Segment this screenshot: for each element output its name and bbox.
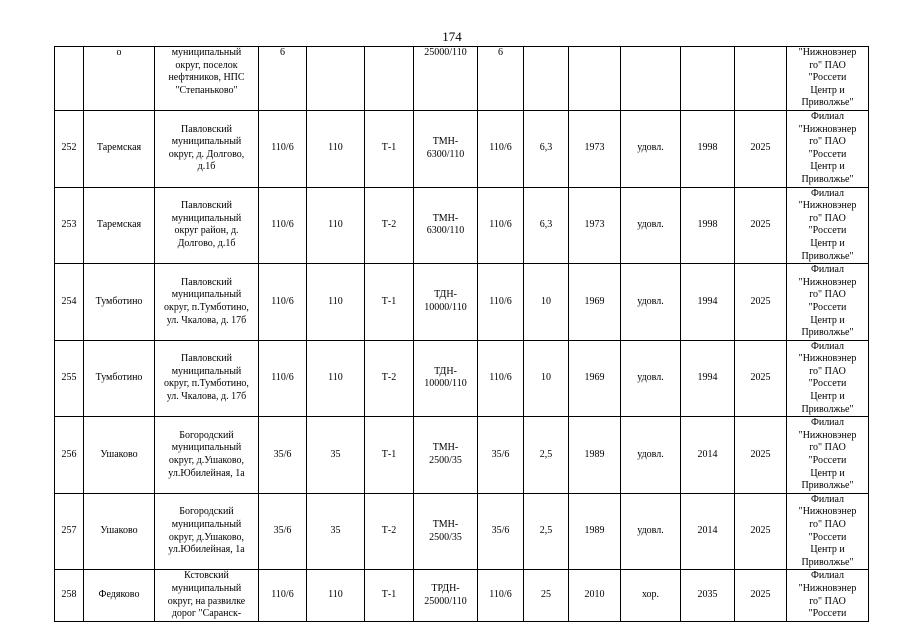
table-row: [55, 417, 869, 494]
cell-year-made: 1969: [569, 264, 621, 341]
cell-location-line: ул.Юбилейная, 1а: [168, 544, 245, 556]
cell-substation-name: Таремская: [84, 187, 155, 264]
page-number: 174: [442, 29, 462, 44]
cell-owner-line: го" ПАО: [809, 136, 846, 148]
cell-owner-line: го" ПАО: [809, 212, 846, 224]
cell-owner-line: "Нижновэнер: [798, 429, 857, 441]
cell-year-replace: [735, 47, 787, 111]
cell-power: [524, 47, 569, 111]
cell-voltage-class: 110/6: [259, 340, 307, 417]
cell-power: 2,5: [524, 493, 569, 570]
cell-voltage-class: 35/6: [259, 417, 307, 494]
cell-transformer-type-line: 10000/110: [424, 378, 467, 390]
cell-location: [155, 570, 259, 621]
cell-location: [155, 340, 259, 417]
cell-owner-line: "Нижновэнер: [798, 123, 857, 135]
cell-owner-line: го" ПАО: [809, 519, 846, 530]
cell-owner-line: Приволжье": [801, 403, 854, 415]
cell-voltage-hv: [307, 47, 365, 111]
cell-owner-line: "Россети: [808, 72, 847, 84]
cell-owner-line: Филиал: [810, 187, 845, 199]
cell-year-made: 1969: [569, 340, 621, 417]
cell-year-made: 1989: [569, 493, 621, 570]
cell-location-line: муниципальный: [171, 365, 242, 377]
cell-owner-line: го" ПАО: [809, 289, 846, 301]
cell-year-made: 1973: [569, 111, 621, 188]
cell-owner-line: го" ПАО: [809, 442, 846, 454]
cell-voltage-ratio: 110/6: [478, 111, 524, 188]
cell-location: [155, 417, 259, 494]
cell-substation-name: Ушаково: [84, 493, 155, 570]
cell-location-line: муниципальный: [171, 582, 242, 594]
cell-power: 25: [524, 570, 569, 621]
cell-condition: удовл.: [621, 187, 681, 264]
cell-transformer-type-line: 6300/110: [426, 148, 465, 160]
cell-location-line: дорог "Саранск-: [171, 608, 242, 620]
cell-owner: [787, 417, 869, 494]
table-row: [55, 570, 869, 621]
cell-location-line: ул. Чкалова, д. 17б: [166, 391, 247, 403]
cell-number: [55, 47, 84, 111]
cell-voltage-hv: 110: [307, 111, 365, 188]
cell-voltage-ratio: 110/6: [478, 264, 524, 341]
cell-transformer-type: [414, 111, 478, 188]
cell-transformer-id: Т-2: [365, 340, 414, 417]
cell-year-installed: 1994: [681, 340, 735, 417]
cell-number: 255: [55, 340, 84, 417]
cell-owner-line: "Нижновэнер: [798, 200, 857, 212]
cell-location-line: округ, д.Ушаково,: [168, 531, 245, 543]
cell-transformer-type-line: 25000/110: [424, 595, 467, 607]
cell-location-line: муниципальный: [171, 136, 242, 148]
cell-transformer-type-line: ТМН-: [432, 136, 459, 148]
cell-condition: удовл.: [621, 264, 681, 341]
cell-condition: удовл.: [621, 493, 681, 570]
cell-substation-name: Тумботино: [84, 340, 155, 417]
cell-year-replace: 2025: [735, 187, 787, 264]
cell-location-line: муниципальный: [171, 47, 242, 58]
cell-number: 256: [55, 417, 84, 494]
cell-year-made: [569, 47, 621, 111]
cell-location-line: нефтяников, НПС: [168, 72, 245, 84]
cell-owner-line: Филиал: [810, 111, 845, 122]
cell-power: 6,3: [524, 111, 569, 188]
cell-year-made: 2010: [569, 570, 621, 621]
cell-voltage-class: 110/6: [259, 187, 307, 264]
cell-transformer-type-line: ТДН-: [434, 365, 457, 377]
cell-transformer-type-line: 2500/35: [429, 531, 462, 543]
cell-owner-line: Центр и: [810, 467, 845, 479]
table-row: [55, 47, 869, 111]
cell-year-replace: 2025: [735, 417, 787, 494]
cell-condition: удовл.: [621, 340, 681, 417]
cell-owner-line: "Россети: [808, 148, 847, 160]
cell-location-line: Кстовский: [184, 570, 229, 582]
cell-power: 10: [524, 340, 569, 417]
cell-owner-line: Филиал: [810, 570, 845, 582]
table-row: [55, 187, 869, 264]
cell-owner-line: "Нижновэнер: [798, 276, 857, 288]
cell-location-line: Павловский: [181, 276, 232, 288]
cell-owner: [787, 187, 869, 264]
cell-condition: хор.: [621, 570, 681, 621]
cell-transformer-id: Т-1: [365, 570, 414, 621]
cell-owner-line: Центр и: [810, 237, 845, 249]
cell-year-installed: 1998: [681, 187, 735, 264]
cell-owner-line: Центр и: [810, 391, 845, 403]
cell-number: 253: [55, 187, 84, 264]
cell-location-line: Павловский: [181, 123, 232, 135]
cell-voltage-hv: 35: [307, 417, 365, 494]
cell-owner-line: "Нижновэнер: [798, 353, 857, 365]
cell-voltage-ratio: 35/6: [478, 417, 524, 494]
cell-voltage-hv: 110: [307, 264, 365, 341]
cell-owner: [787, 493, 869, 570]
cell-owner: [787, 340, 869, 417]
cell-location-line: Павловский: [181, 353, 232, 365]
table-row: [55, 340, 869, 417]
cell-transformer-type: [414, 570, 478, 621]
table-row: [55, 493, 869, 570]
cell-power: 6,3: [524, 187, 569, 264]
cell-owner: [787, 111, 869, 188]
cell-year-installed: 2014: [681, 417, 735, 494]
cell-owner-line: "Нижновэнер: [798, 582, 857, 594]
cell-substation-name: Ушаково: [84, 417, 155, 494]
cell-substation-name: о: [84, 47, 155, 111]
cell-location-line: Павловский: [181, 200, 232, 212]
cell-location-line: округ район, д.: [174, 225, 239, 237]
cell-owner-line: го" ПАО: [809, 365, 846, 377]
cell-power: 2,5: [524, 417, 569, 494]
cell-year-made: 1989: [569, 417, 621, 494]
cell-voltage-class: 35/6: [259, 493, 307, 570]
cell-transformer-type: [414, 493, 478, 570]
cell-voltage-class: 110/6: [259, 111, 307, 188]
cell-substation-name: Федяково: [84, 570, 155, 621]
cell-owner-line: Филиал: [810, 340, 845, 352]
cell-owner: [787, 570, 869, 621]
cell-transformer-type-line: 25000/110: [424, 47, 467, 58]
table-row: [55, 111, 869, 188]
cell-location-line: муниципальный: [171, 212, 242, 224]
cell-substation-name: Тумботино: [84, 264, 155, 341]
cell-owner-line: Приволжье": [801, 173, 854, 185]
cell-substation-name: Таремская: [84, 111, 155, 188]
cell-number: 257: [55, 493, 84, 570]
cell-owner-line: Приволжье": [801, 556, 854, 568]
cell-transformer-id: Т-2: [365, 493, 414, 570]
cell-owner-line: го" ПАО: [809, 595, 846, 607]
cell-owner-line: "Россети: [808, 531, 847, 543]
cell-number: 254: [55, 264, 84, 341]
cell-transformer-type: [414, 187, 478, 264]
cell-location-line: ул.Юбилейная, 1а: [168, 467, 245, 479]
cell-transformer-id: Т-2: [365, 187, 414, 264]
cell-voltage-class: 6: [259, 47, 307, 111]
cell-location: [155, 111, 259, 188]
cell-voltage-ratio: 110/6: [478, 570, 524, 621]
cell-owner-line: "Россети: [808, 225, 847, 237]
cell-owner-line: Центр и: [810, 84, 845, 96]
cell-owner-line: Приволжье": [801, 97, 854, 109]
cell-transformer-type: [414, 47, 478, 111]
cell-location-line: ул. Чкалова, д. 17б: [166, 314, 247, 326]
cell-location-line: д.1б: [197, 161, 216, 173]
cell-location-line: округ, поселок: [175, 59, 238, 71]
cell-voltage-hv: 110: [307, 340, 365, 417]
cell-owner-line: "Россети: [808, 301, 847, 313]
cell-location-line: муниципальный: [171, 519, 242, 530]
cell-transformer-type-line: 10000/110: [424, 301, 467, 313]
cell-condition: [621, 47, 681, 111]
cell-owner-line: Филиал: [810, 264, 845, 276]
cell-transformer-type: [414, 264, 478, 341]
cell-power: 10: [524, 264, 569, 341]
cell-location: [155, 493, 259, 570]
cell-transformer-type: [414, 340, 478, 417]
cell-owner-line: Филиал: [810, 417, 845, 429]
cell-location-line: округ, д. Долгово,: [168, 148, 245, 160]
cell-owner-line: го" ПАО: [809, 59, 846, 71]
cell-transformer-type: [414, 417, 478, 494]
cell-year-installed: 1998: [681, 111, 735, 188]
cell-transformer-id: Т-1: [365, 264, 414, 341]
cell-owner-line: Филиал: [810, 493, 845, 505]
cell-location-line: Богородский: [179, 506, 234, 518]
cell-owner-line: Центр и: [810, 544, 845, 556]
cell-owner-line: Центр и: [810, 161, 845, 173]
cell-transformer-type-line: ТРДН-: [431, 582, 460, 594]
cell-year-replace: 2025: [735, 264, 787, 341]
cell-owner-line: Приволжье": [801, 480, 854, 492]
cell-location-line: Долгово, д.1б: [177, 237, 236, 249]
cell-voltage-hv: 110: [307, 570, 365, 621]
cell-location-line: "Степаньково": [175, 84, 238, 96]
cell-transformer-type-line: ТМН-: [432, 519, 459, 530]
cell-voltage-hv: 35: [307, 493, 365, 570]
cell-condition: удовл.: [621, 111, 681, 188]
cell-year-made: 1973: [569, 187, 621, 264]
cell-year-installed: 1994: [681, 264, 735, 341]
cell-location-line: округ, п.Тумботино,: [164, 301, 249, 313]
cell-transformer-type-line: 6300/110: [426, 225, 465, 237]
cell-location: [155, 47, 259, 111]
cell-year-replace: 2025: [735, 111, 787, 188]
cell-voltage-hv: 110: [307, 187, 365, 264]
cell-location: [155, 264, 259, 341]
cell-location-line: муниципальный: [171, 442, 242, 454]
cell-year-replace: 2025: [735, 340, 787, 417]
cell-transformer-id: Т-1: [365, 417, 414, 494]
cell-location: [155, 187, 259, 264]
cell-voltage-ratio: 110/6: [478, 187, 524, 264]
cell-owner-line: "Нижновэнер: [798, 506, 857, 518]
cell-condition: удовл.: [621, 417, 681, 494]
cell-year-installed: 2035: [681, 570, 735, 621]
cell-year-installed: 2014: [681, 493, 735, 570]
cell-number: 252: [55, 111, 84, 188]
cell-owner-line: Приволжье": [801, 250, 854, 262]
cell-voltage-class: 110/6: [259, 264, 307, 341]
cell-owner: [787, 47, 869, 111]
cell-owner-line: "Россети: [808, 378, 847, 390]
substation-table: [54, 46, 869, 622]
cell-owner-line: "Россети: [808, 608, 847, 620]
cell-voltage-class: 110/6: [259, 570, 307, 621]
cell-year-replace: 2025: [735, 570, 787, 621]
cell-transformer-id: Т-1: [365, 111, 414, 188]
cell-year-installed: [681, 47, 735, 111]
cell-transformer-type-line: 2500/35: [429, 455, 462, 467]
cell-transformer-type-line: ТМН-: [432, 212, 459, 224]
cell-voltage-ratio: 35/6: [478, 493, 524, 570]
cell-location-line: муниципальный: [171, 289, 242, 301]
cell-location-line: округ, д.Ушаково,: [168, 455, 245, 467]
cell-owner: [787, 264, 869, 341]
cell-owner-line: Приволжье": [801, 327, 854, 339]
cell-location-line: Богородский: [179, 429, 234, 441]
cell-location-line: округ, на развилке: [167, 595, 246, 607]
cell-voltage-ratio: 6: [478, 47, 524, 111]
cell-voltage-ratio: 110/6: [478, 340, 524, 417]
cell-owner-line: "Россети: [808, 455, 847, 467]
cell-transformer-type-line: ТДН-: [434, 289, 457, 301]
cell-transformer-id: [365, 47, 414, 111]
cell-number: 258: [55, 570, 84, 621]
cell-owner-line: "Нижновэнер: [798, 47, 857, 58]
cell-transformer-type-line: ТМН-: [432, 442, 459, 454]
cell-year-replace: 2025: [735, 493, 787, 570]
cell-owner-line: Центр и: [810, 314, 845, 326]
cell-location-line: округ, п.Тумботино,: [164, 378, 249, 390]
table-row: [55, 264, 869, 341]
